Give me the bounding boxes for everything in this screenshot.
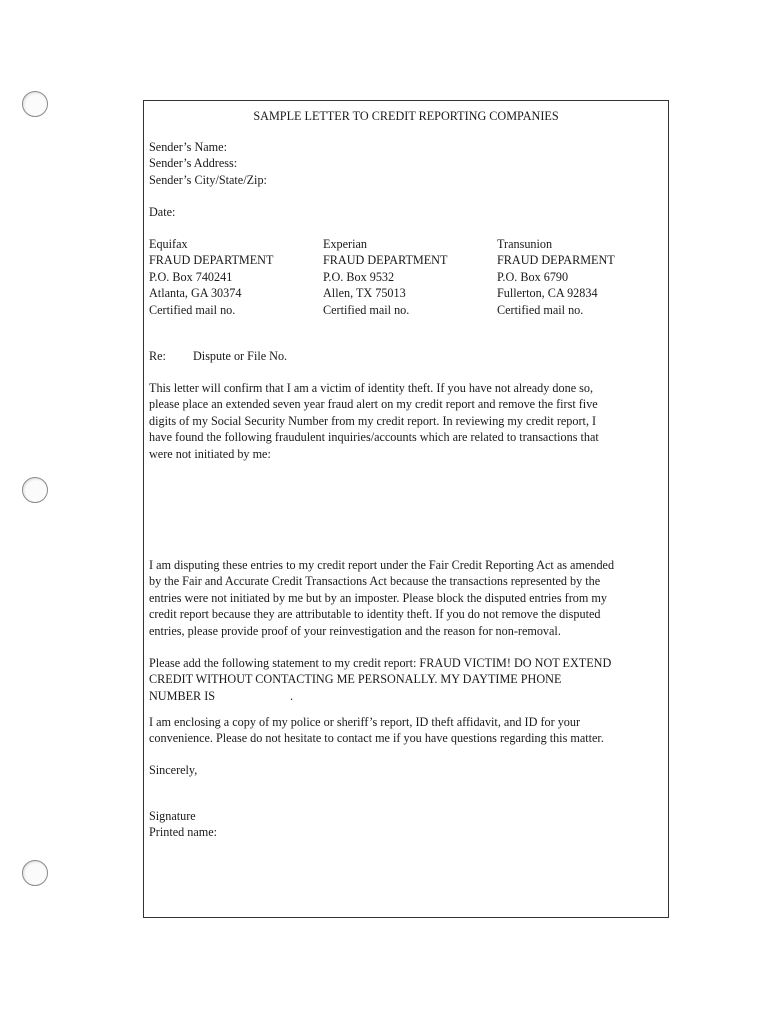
punch-hole-top: [22, 91, 48, 117]
letter-title: SAMPLE LETTER TO CREDIT REPORTING COMPANIES: [253, 109, 559, 123]
punch-hole-middle: [22, 477, 48, 503]
recipient-certified: Certified mail no.: [497, 302, 584, 317]
recipient-experian: [323, 236, 447, 318]
recipient-transunion: [497, 236, 615, 318]
letter-border: [143, 100, 669, 918]
paragraph-line: credit report because they are attributable to identity theft. If you do not remove the disputed: [149, 607, 601, 622]
paragraph-line: I am enclosing a copy of my police or sheriff’s report, ID theft affidavit, and ID for your: [149, 715, 581, 729]
printed-name-label: Printed name:: [149, 825, 218, 839]
signature-label: Signature: [149, 809, 196, 823]
paragraph-dispute: [149, 557, 614, 639]
paragraph-confirmation: [149, 380, 599, 462]
date-label: Date:: [149, 205, 176, 219]
paragraph-line: were not initiated by me:: [149, 446, 271, 461]
sender-city-label: Sender’s City/State/Zip:: [149, 173, 267, 187]
paragraph-line: I am disputing these entries to my credit report under the Fair Credit Reporting Act as amended: [149, 558, 615, 572]
recipient-po-box: P.O. Box 740241: [149, 269, 233, 284]
paragraph-enclosure: [149, 714, 604, 747]
recipient-po-box: P.O. Box 6790: [497, 269, 569, 284]
recipient-certified: Certified mail no.: [323, 302, 410, 317]
recipient-city: Atlanta, GA 30374: [149, 286, 242, 301]
sender-address-label: Sender’s Address:: [149, 156, 238, 170]
closing: Sincerely,: [149, 763, 198, 777]
phone-number-blank: .: [289, 688, 294, 703]
paragraph-line: convenience. Please do not hesitate to contact me if you have questions regarding this matter.: [149, 731, 604, 746]
recipient-po-box: P.O. Box 9532: [323, 269, 395, 284]
paragraph-line: CREDIT WITHOUT CONTACTING ME PERSONALLY. MY DAYTIME PHONE: [149, 672, 562, 687]
recipient-company: Experian: [323, 237, 367, 251]
paragraph-line: by the Fair and Accurate Credit Transactions Act because the transactions represented by the: [149, 574, 601, 589]
recipient-equifax: [149, 236, 273, 318]
paragraph-line: entries were not initiated by me but by an imposter. Please block the disputed entries from my: [149, 590, 607, 605]
recipient-city: Allen, TX 75013: [323, 286, 406, 301]
paragraph-line: Please add the following statement to my credit report: FRAUD VICTIM! DO NOT EXTEND: [149, 656, 612, 670]
paragraph-fraud-statement: [149, 655, 611, 704]
recipient-department: FRAUD DEPARTMENT: [149, 253, 274, 268]
paragraph-line: please place an extended seven year fraud alert on my credit report and remove the first five: [149, 397, 598, 412]
paragraph-line: digits of my Social Security Number from my credit report. In reviewing my credit report, I: [149, 413, 597, 428]
sender-name-label: Sender’s Name:: [149, 140, 227, 154]
recipient-department: FRAUD DEPARMENT: [497, 253, 615, 268]
recipient-company: Transunion: [497, 237, 553, 251]
re-label: Re:: [149, 349, 166, 363]
recipient-city: Fullerton, CA 92834: [497, 286, 598, 301]
recipient-certified: Certified mail no.: [149, 302, 236, 317]
recipient-company: Equifax: [149, 237, 188, 251]
paragraph-line: have found the following fraudulent inquiries/accounts which are related to transactions that: [149, 430, 599, 445]
paragraph-line: entries, please provide proof of your reinvestigation and the reason for non-removal.: [149, 623, 561, 638]
punch-hole-bottom: [22, 860, 48, 886]
re-dispute-text: Dispute or File No.: [193, 349, 288, 363]
paragraph-line: This letter will confirm that I am a victim of identity theft. If you have not already done so,: [149, 381, 594, 395]
phone-number-label: NUMBER IS: [149, 688, 216, 703]
paragraph-line-phone: [149, 688, 611, 704]
recipient-department: FRAUD DEPARTMENT: [323, 253, 448, 268]
